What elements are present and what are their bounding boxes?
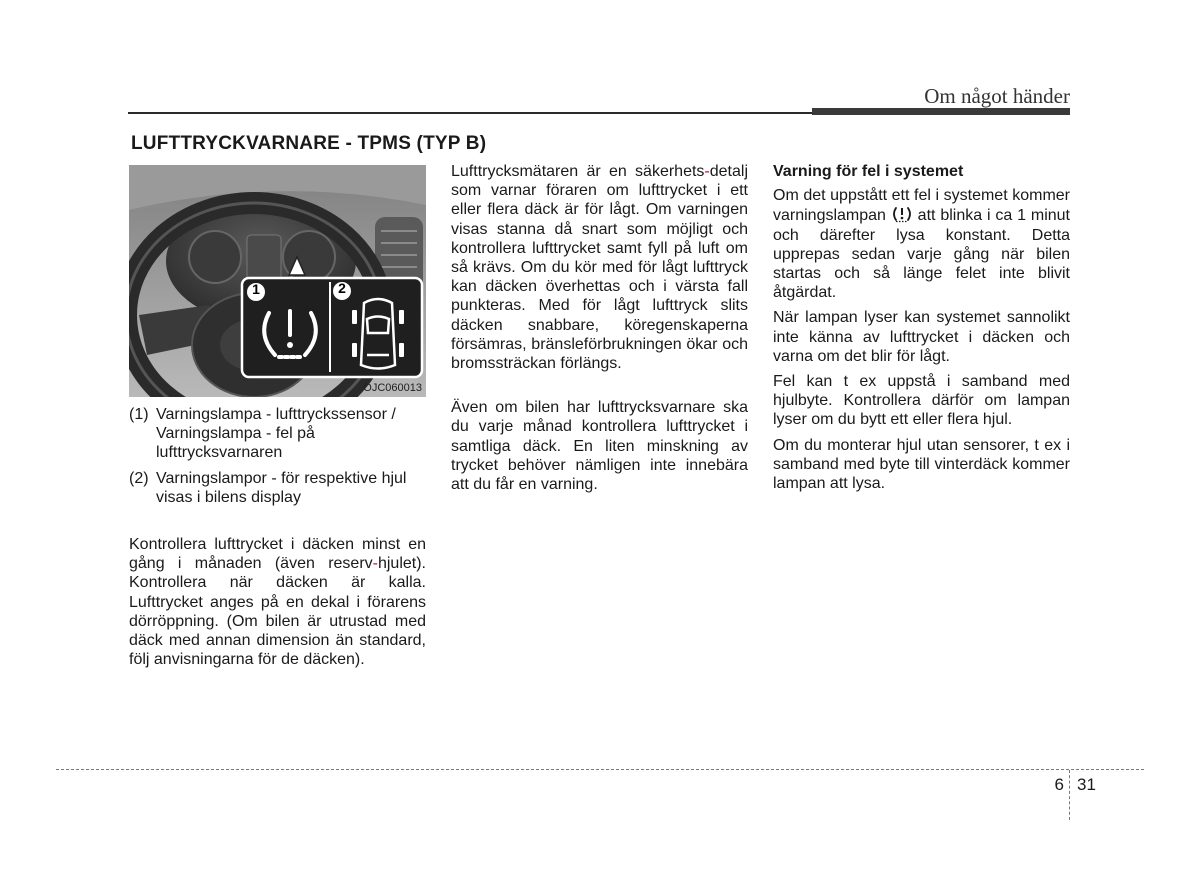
hyphen: -: [704, 163, 710, 180]
figure-label-2: 2: [338, 280, 346, 296]
text-span: Lufttrycksmätaren är en säkerhets: [451, 163, 705, 180]
text-span: detalj som varnar föraren om lufttrycket i ett eller flera däck är för lågt. Om varningen visas stanna då snart som möjligt och kontrollera lufttrycket samt fyll på luft om så krävs. Om du kör med för lågt lufttryck kan däcken överhettas och i värsta fall punkteras. Med för lågt lufttryck slits däcken snabbare, köregenskaperna försämras, bränsleförbrukningen ökar och bromssträckan förlängs.: [451, 163, 748, 373]
caption-number: (1): [129, 406, 149, 423]
figure-label-1: 1: [252, 281, 260, 297]
section-title: Om något händer: [924, 84, 1070, 108]
figure-code: OJC060013: [363, 382, 422, 394]
hyphen: -: [372, 555, 378, 573]
header-rule-thick: [812, 108, 1070, 115]
caption-number: (2): [129, 469, 149, 487]
column-2: [451, 162, 748, 494]
paragraph-lamp-on: När lampan lyser kan systemet sannolikt inte känna av lufttrycket i däcken och varna om det blir för lågt.: [773, 309, 1070, 365]
text-span: hjulet). Kontrollera när däcken är kalla. Lufttrycket anges på en dekal i förarens dörröppning. (Om bilen är utrustad med däck med annan dimension än standard, följ anvisningarna för de däcken).: [129, 555, 426, 669]
paragraph-no-sensors: Om du monterar hjul utan sensorer, t ex i samband med byte till vinterdäck kommer lampan att lysa.: [773, 436, 1070, 493]
paragraph-monthly-check: Även om bilen har lufttrycksvarnare ska du varje månad kontrollera lufttrycket i samtliga däck. En liten minskning av trycket behöver nämligen inte innebära att du får en varning.: [451, 399, 748, 494]
footer-rule: [56, 769, 1144, 770]
page-heading: LUFTTRYCKVARNARE - TPMS (TYP B): [131, 133, 487, 154]
paragraph-system-fault: [773, 186, 1070, 302]
text-span: Kontrollera lufttrycket i däcken minst en gång i månaden (även reserv: [129, 536, 426, 573]
paragraph-tpms-intro: [451, 162, 748, 373]
tpms-figure: [129, 165, 426, 397]
steering-wheel-illustration: [129, 165, 426, 397]
caption-item: [129, 469, 426, 507]
header-rule-thin: [128, 112, 812, 114]
footer-divider: [1069, 770, 1070, 820]
sub-heading: Varning för fel i systemet: [773, 163, 964, 180]
chapter-number: 6: [1054, 775, 1064, 794]
text-span: Om det uppstått ett fel i systemet kommer varningslampan: [773, 187, 1070, 225]
caption-text: Varningslampa - lufttryckssensor / Varningslampa - fel på lufttrycksvarnaren: [156, 406, 396, 462]
paragraph-check-pressure: [129, 535, 426, 669]
column-3: [773, 162, 1070, 493]
text-span: att blinka i ca 1 minut och därefter lysa konstant. Detta upprepas sedan varje gång när bilen startas och så länge felet inte blivit åtgärdat.: [773, 207, 1070, 302]
tpms-warning-icon: [891, 205, 913, 223]
caption-item: [129, 405, 426, 463]
caption-text: Varningslampor - för respektive hjul visas i bilens display: [156, 469, 407, 506]
page-number: 31: [1077, 775, 1096, 794]
column-1: [129, 405, 426, 669]
paragraph-wheel-change: Fel kan t ex uppstå i samband med hjulbyte. Kontrollera därför om lampan lyser om du bytt ett eller flera hjul.: [773, 373, 1070, 429]
